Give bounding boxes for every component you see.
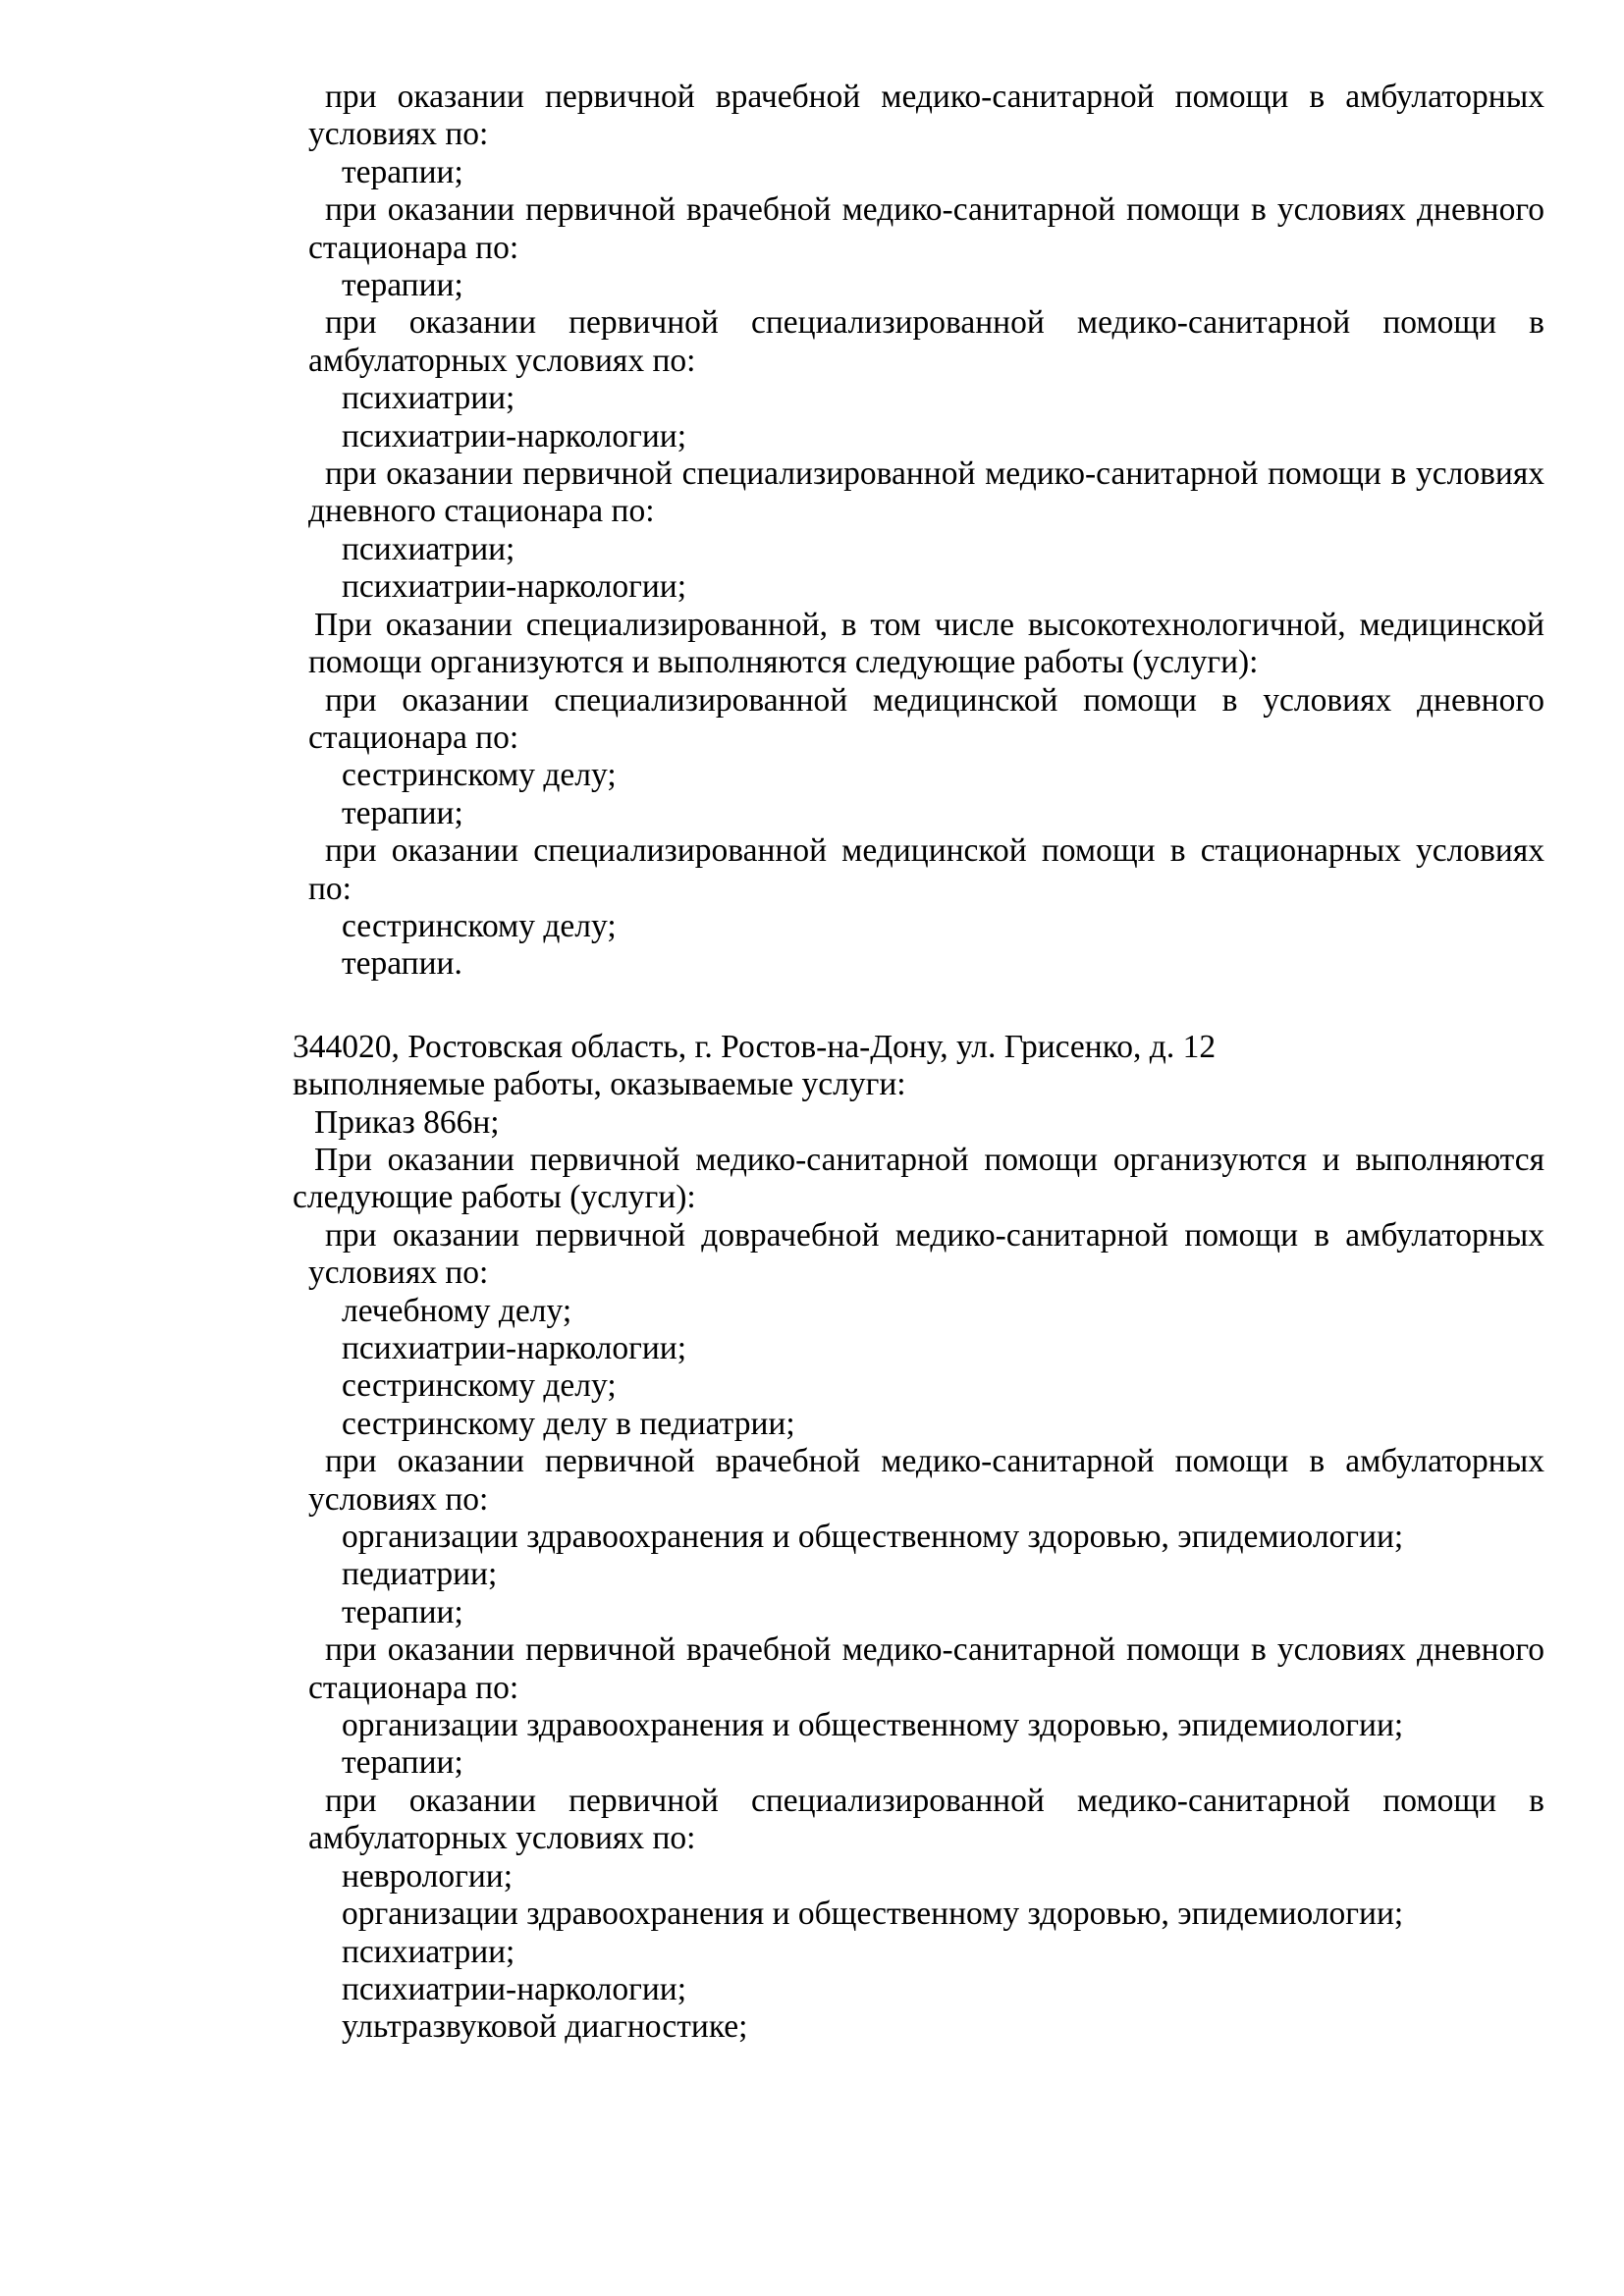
text-line: психиатрии; bbox=[342, 1933, 515, 1970]
text-line: психиатрии; bbox=[342, 380, 515, 417]
text-line: психиатрии-наркологии; bbox=[342, 417, 687, 454]
text-line: при оказании первичной врачебной медико-санитарной помощи в амбулаторных bbox=[325, 1443, 1544, 1480]
text-line: при оказании первичной доврачебной медико-санитарной помощи в амбулаторных bbox=[325, 1216, 1544, 1254]
text-line: сестринскому делу; bbox=[342, 907, 617, 944]
text-line: терапии; bbox=[342, 794, 463, 831]
text-line: стационара по: bbox=[308, 719, 519, 756]
text-line: лечебному делу; bbox=[342, 1292, 572, 1329]
text-line: психиатрии-наркологии; bbox=[342, 568, 687, 606]
text-line: терапии; bbox=[342, 1744, 463, 1782]
text-line: при оказании первичной специализированной медико-санитарной помощи в bbox=[325, 304, 1544, 342]
text-line: При оказании специализированной, в том числе высокотехнологичной, медицинской bbox=[314, 606, 1544, 643]
text-line: амбулаторных условиях по: bbox=[308, 342, 696, 379]
text-line: по: bbox=[308, 870, 352, 907]
text-line: терапии; bbox=[342, 267, 463, 304]
text-line: педиатрии; bbox=[342, 1556, 498, 1593]
text-line: при оказании первичной врачебной медико-санитарной помощи в условиях дневного bbox=[325, 1631, 1544, 1669]
section-services-continued bbox=[293, 79, 1544, 984]
text-line: при оказании первичной врачебной медико-санитарной помощи в условиях дневного bbox=[325, 191, 1544, 229]
text-line: условиях по: bbox=[308, 1480, 489, 1518]
text-line: при оказании первичной специализированной медико-санитарной помощи в условиях bbox=[325, 455, 1544, 493]
text-line: следующие работы (услуги): bbox=[293, 1179, 696, 1216]
text-line: при оказании первичной специализированной медико-санитарной помощи в bbox=[325, 1782, 1544, 1819]
text-line: дневного стационара по: bbox=[308, 493, 655, 530]
text-line: При оказании первичной медико-санитарной помощи организуются и выполняются bbox=[314, 1141, 1544, 1178]
text-line: психиатрии-наркологии; bbox=[342, 1970, 687, 2007]
text-line: при оказании первичной врачебной медико-санитарной помощи в амбулаторных bbox=[325, 79, 1544, 115]
text-line: при оказании специализированной медицинской помощи в условиях дневного bbox=[325, 681, 1544, 719]
text-line: терапии; bbox=[342, 1593, 463, 1630]
text-line: организации здравоохранения и общественному здоровью, эпидемиологии; bbox=[342, 1707, 1404, 1744]
text-line: амбулаторных условиях по: bbox=[308, 1820, 696, 1857]
text-line: 344020, Ростовская область, г. Ростов-на-Дону, ул. Грисенко, д. 12 bbox=[293, 1028, 1217, 1065]
text-line: условиях по: bbox=[308, 1255, 489, 1292]
text-line: психиатрии; bbox=[342, 530, 515, 567]
text-line: неврологии; bbox=[342, 1857, 514, 1895]
section-grisenko-address-services bbox=[293, 1029, 1544, 2047]
text-line: условиях по: bbox=[308, 116, 489, 153]
text-line: стационара по: bbox=[308, 1669, 519, 1706]
text-line: терапии; bbox=[342, 153, 463, 190]
text-line: психиатрии-наркологии; bbox=[342, 1330, 687, 1366]
text-line: выполняемые работы, оказываемые услуги: bbox=[293, 1066, 906, 1103]
text-line: сестринскому делу в педиатрии; bbox=[342, 1405, 795, 1442]
text-line: организации здравоохранения и общественному здоровью, эпидемиологии; bbox=[342, 1896, 1404, 1933]
text-line: ультразвуковой диагностике; bbox=[342, 2008, 748, 2046]
text-line: сестринскому делу; bbox=[342, 1367, 617, 1405]
text-line: при оказании специализированной медицинской помощи в стационарных условиях bbox=[325, 832, 1544, 870]
text-line: сестринскому делу; bbox=[342, 757, 617, 794]
text-line: Приказ 866н; bbox=[314, 1103, 500, 1141]
text-line: стационара по: bbox=[308, 229, 519, 266]
text-line: организации здравоохранения и общественному здоровью, эпидемиологии; bbox=[342, 1519, 1404, 1556]
text-line: помощи организуются и выполняются следующие работы (услуги): bbox=[308, 644, 1259, 681]
text-line: терапии. bbox=[342, 945, 462, 983]
